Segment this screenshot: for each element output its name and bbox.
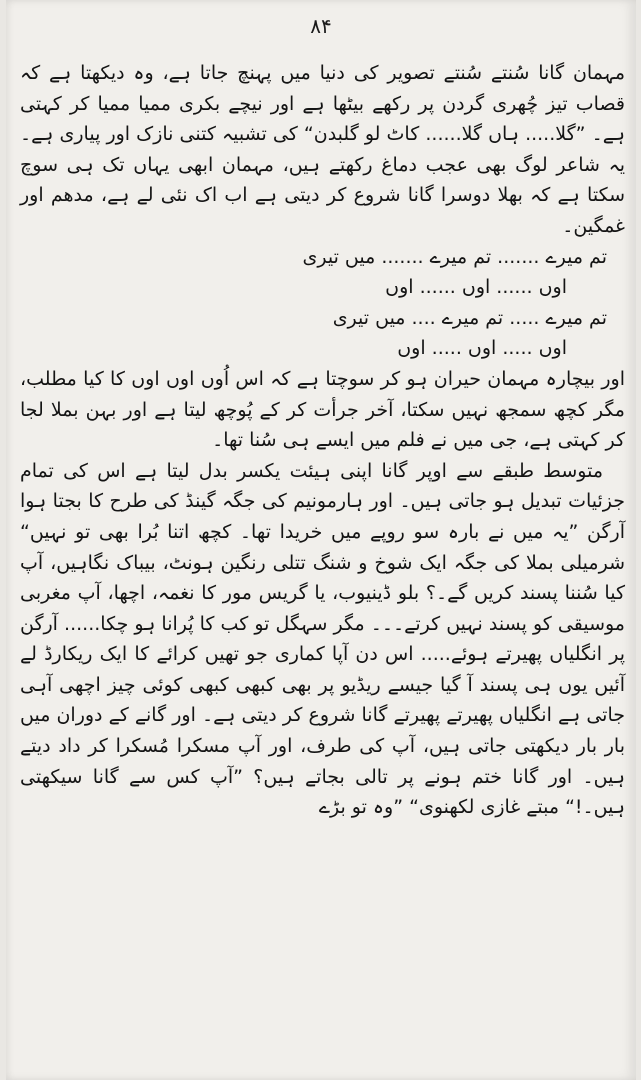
page-number: ۸۴ [310,14,332,38]
song-verse [20,242,625,364]
verse-line-2: اوں ...... اوں ...... اوں [385,276,567,299]
paragraph-3: متوسط طبقے سے اوپر گانا اپنی ہیئت یکسر بدل لیتا ہے اس کی تمام جزئیات تبدیل ہو جاتی ہیں۔ اور ہارمونیم کی جگہ گینڈ کی طرح کا بجتا ہوا آرگن ”یہ میں نے بارہ سو روپے میں خریدا تھا۔ کچھ اتنا بُرا بھی تو نہیں“ شرمیلی بملا کی جگہ ایک شوخ و شنگ تتلی رنگین ہونٹ، بیباک نگاہیں، آپ کیا سُننا پسند کریں گے۔؟ بلو ڈینیوب، یا گریس مور کا نغمہ، اچھا، آپ مغربی موسیقی کو پسند نہیں کرتے۔۔۔ مگر سہگل تو کب کا پُرانا ہو چکا...... آرگن پر انگلیاں پھیرتے ہوئے..... اس دن آپا کماری جو تھیں کرائے کا ایک ریکارڈ لے آئیں یوں ہی پسند آ گیا جیسے ریڈیو پر بھی کبھی کبھی کوئی چیز اچھی آہی جاتی ہے انگلیاں پھیرتے پھیرتے گانا شروع کر دیتی ہے۔ اور گانے کے دوران میں بار بار دیکھتی جاتی ہیں، آپ کی طرف، اور آپ مسکرا مُسکرا کر داد دیتے ہیں۔ اور گانا ختم ہونے پر تالی بجاتے ہیں؟ ”آپ کس سے گانا سیکھتی ہیں۔!“ مبتے غازی لکھنوی“ ”وہ تو بڑے [20,459,625,819]
book-page [6,0,636,1080]
paragraph-1: مہمان گانا سُنتے سُنتے تصویر کی دنیا میں پہنچ جاتا ہے، وہ دیکھتا ہے کہ قصاب تیز چُھری گردن پر رکھے بیٹھا ہے اور نیچے بکری ممیا ممیا کر کہتی ہے۔ ”گلا..... ہاں گلا...... کاٹ لو گلبدن“ کی تشبیہ کتنی نازک اور پیاری ہے۔ یہ شاعر لوگ بھی عجب دماغ رکھتے ہیں، مہمان ابھی یہاں تک ہی سوچ سکتا ہے کہ بھلا دوسرا گانا شروع کر دیتی ہے اب اک نئی لے ہے، مدھم اور غمگین۔ [20,62,625,237]
verse-line-1: تم میرے ....... تم میرے ....... میں تیری [302,245,607,268]
page-body [20,58,625,823]
verse-line-3: تم میرے ..... تم میرے .... میں تیری [332,306,607,329]
verse-line-4: اوں ..... اوں ..... اوں [397,337,567,360]
paragraph-2: اور بیچارہ مہمان حیران ہو کر سوچتا ہے کہ اس اُوں اوں اوں کا کیا مطلب، مگر کچھ سمجھ نہیں سکتا، آخر جرأت کر کے پُوچھ لیتا ہے اور بہن بملا لجا کر کہتی ہے، جی میں نے فلم میں ایسے ہی سُنا تھا۔ [20,367,625,452]
